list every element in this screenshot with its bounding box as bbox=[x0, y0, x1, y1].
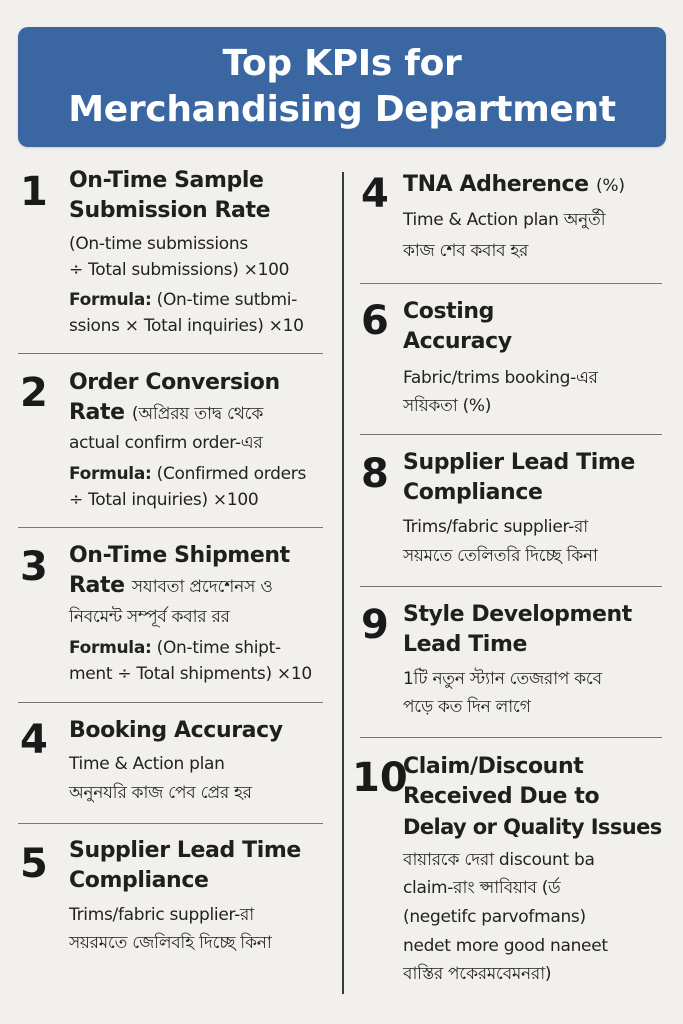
formula-label: Formula: bbox=[69, 464, 152, 484]
kpi-number: 9 bbox=[361, 602, 389, 648]
formula-text: (On-time sutbmi- bbox=[156, 290, 298, 310]
kpi-number: 2 bbox=[20, 370, 48, 416]
page-title-line-2: Merchandising Department bbox=[68, 89, 616, 130]
kpi-description-line: claim-রাং প্সাবিয়াব (র্ড bbox=[403, 878, 561, 898]
kpi-title-line: Style Development bbox=[403, 602, 632, 627]
page-title-line-1: Top KPIs for bbox=[222, 43, 462, 84]
kpi-number: 5 bbox=[20, 841, 48, 887]
kpi-number: 4 bbox=[361, 171, 389, 217]
kpi-number: 1 bbox=[20, 169, 48, 215]
row-divider bbox=[360, 586, 662, 587]
kpi-title-line: Costing bbox=[403, 299, 495, 324]
kpi-description-line: (negetifc parvofmans) bbox=[403, 907, 586, 927]
kpi-formula-line bbox=[69, 461, 306, 487]
kpi-description-line: নিবমেন্ট সম্পূর্ব কবার রর bbox=[69, 607, 230, 627]
kpi-description-line: সয়রমতে জেলিবহি দিচ্ছে কিনা bbox=[69, 933, 272, 953]
kpi-title-line: Compliance bbox=[69, 868, 209, 893]
kpi-description-line: actual confirm order-এর bbox=[69, 433, 263, 453]
kpi-description-line: সয়মতে তেলিতরি দিচ্ছে কিনা bbox=[403, 546, 598, 566]
row-divider bbox=[360, 434, 662, 435]
kpi-title-tail: সযাবতা প্রদেশেনস ও bbox=[131, 577, 273, 597]
column-divider bbox=[342, 172, 344, 994]
kpi-number: 4 bbox=[20, 717, 48, 763]
kpi-formula-line: ssions × Total inquiries) ×10 bbox=[69, 316, 304, 336]
header-banner bbox=[18, 27, 666, 147]
kpi-number: 3 bbox=[20, 544, 48, 590]
kpi-title-line: On-Time Shipment bbox=[69, 543, 290, 568]
kpi-description-line: (On-time submissions bbox=[69, 234, 248, 254]
kpi-description-line: বায়ারকে দেরা discount ba bbox=[403, 850, 595, 870]
kpi-title-text: Rate bbox=[69, 400, 125, 425]
kpi-title-tail: (%) bbox=[595, 176, 625, 196]
kpi-formula-line bbox=[69, 635, 281, 661]
kpi-description-line: কাজ শেব কবাব হর bbox=[403, 241, 529, 261]
kpi-title-line: On-Time Sample bbox=[69, 168, 264, 193]
row-divider bbox=[18, 527, 323, 528]
kpi-description-line: অনুনযরি কাজ পেব প্রের হর bbox=[69, 783, 252, 803]
kpi-description-line: সয়িকতা (%) bbox=[403, 396, 492, 416]
kpi-description-line: পড়ে কত দিন লাগে bbox=[403, 697, 531, 717]
kpi-title-line: Order Conversion bbox=[69, 370, 280, 395]
kpi-title-line bbox=[69, 398, 263, 429]
kpi-title-text: TNA Adherence bbox=[403, 172, 589, 197]
kpi-description-line: 1টি নতুন স্ট্যান তেজরাপ কবে bbox=[403, 669, 602, 689]
kpi-title-line: Supplier Lead Time bbox=[69, 838, 301, 863]
kpi-formula-line bbox=[69, 287, 297, 313]
kpi-title-line: Received Due to bbox=[403, 784, 600, 809]
kpi-number: 8 bbox=[361, 451, 389, 497]
row-divider bbox=[360, 737, 662, 738]
kpi-description-line: Trims/fabric supplier-রা bbox=[403, 517, 588, 537]
kpi-title-line: Delay or Quality Issues bbox=[403, 815, 662, 839]
kpi-title-line: Supplier Lead Time bbox=[403, 450, 635, 475]
kpi-description-line: nedet more good naneet bbox=[403, 936, 608, 956]
kpi-title-line: Claim/Discount bbox=[403, 754, 584, 779]
row-divider bbox=[18, 823, 323, 824]
kpi-description-line: Time & Action plan bbox=[69, 754, 225, 774]
formula-label: Formula: bbox=[69, 638, 152, 658]
kpi-description-line: Time & Action plan অনুর্তী bbox=[403, 210, 606, 230]
kpi-title-line: Submission Rate bbox=[69, 198, 271, 223]
kpi-title-line: Accuracy bbox=[403, 329, 512, 354]
kpi-title-line bbox=[69, 571, 273, 602]
kpi-description-line: Fabric/trims booking-এর bbox=[403, 368, 598, 388]
row-divider bbox=[360, 283, 662, 284]
kpi-formula-line: ÷ Total inquiries) ×100 bbox=[69, 490, 259, 510]
kpi-description-line: বাস্তির পকেরমবেমনরা) bbox=[403, 964, 552, 984]
formula-text: (Confirmed orders bbox=[156, 464, 307, 484]
kpi-formula-line: ment ÷ Total shipments) ×10 bbox=[69, 664, 312, 684]
kpi-title-line: Lead Time bbox=[403, 632, 527, 657]
kpi-description-line: ÷ Total submissions) ×100 bbox=[69, 260, 290, 280]
kpi-title-tail: (অপ্রিরয় তাদ্ব থেকে bbox=[131, 404, 264, 424]
kpi-title-text: Rate bbox=[69, 573, 125, 598]
row-divider bbox=[18, 353, 323, 354]
kpi-title-line bbox=[403, 170, 625, 201]
formula-text: (On-time shipt- bbox=[156, 638, 281, 658]
kpi-title-line: Compliance bbox=[403, 480, 543, 505]
kpi-description-line: Trims/fabric supplier-রা bbox=[69, 905, 254, 925]
row-divider bbox=[18, 702, 323, 703]
kpi-title-line: Booking Accuracy bbox=[69, 718, 283, 743]
formula-label: Formula: bbox=[69, 290, 152, 310]
kpi-number: 10 bbox=[352, 755, 408, 801]
kpi-number: 6 bbox=[361, 298, 389, 344]
